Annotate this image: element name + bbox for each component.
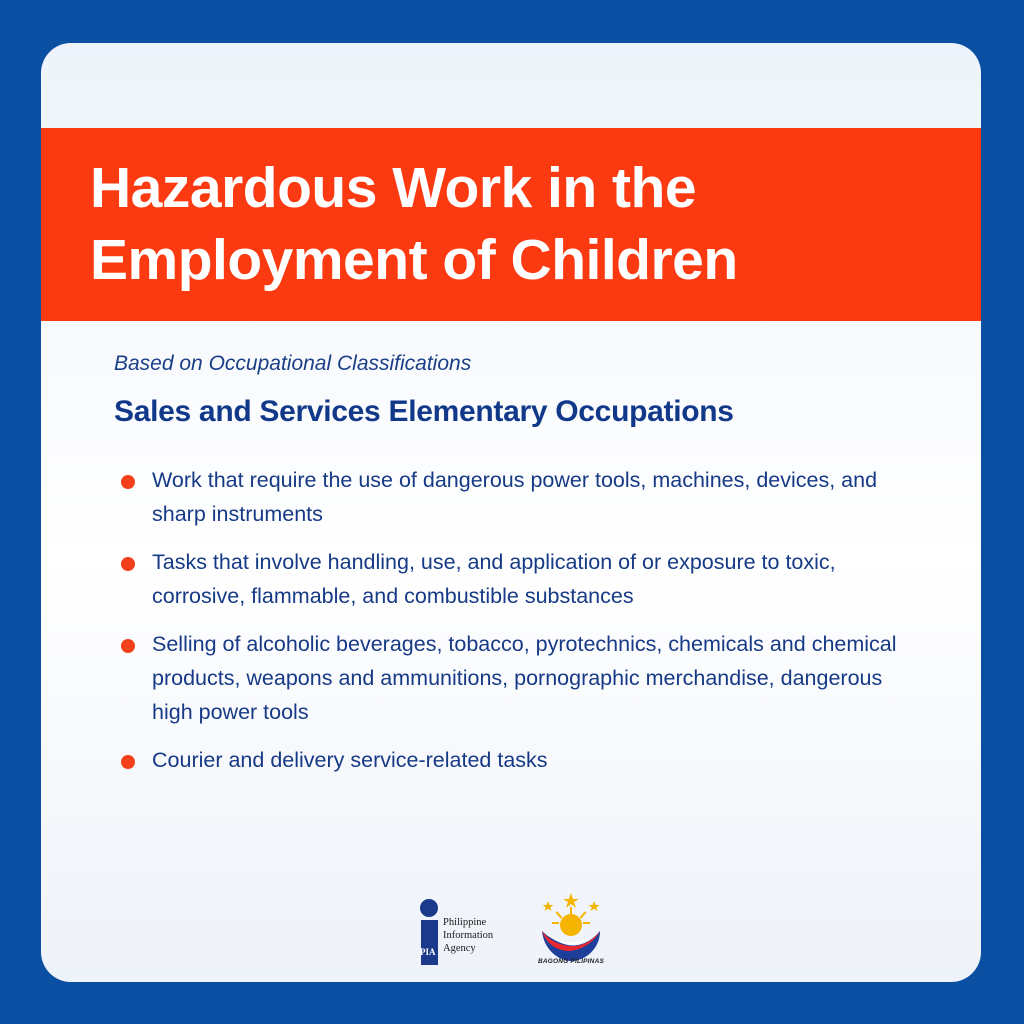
list-item-text: Tasks that involve handling, use, and application of or exposure to toxic, corrosive, flammable, and combustible substances xyxy=(152,550,836,608)
poster-card xyxy=(41,43,981,982)
pia-name-line: Philippine xyxy=(443,917,487,928)
list-item-text: Work that require the use of dangerous power tools, machines, devices, and sharp instruments xyxy=(152,468,878,526)
footer-logos xyxy=(418,891,618,971)
list-item xyxy=(119,627,919,729)
page-title: Hazardous Work in the Employment of Children xyxy=(90,156,738,292)
bullet-icon xyxy=(121,475,135,489)
title-banner xyxy=(41,128,981,321)
bullet-icon xyxy=(121,639,135,653)
list-item xyxy=(119,545,919,613)
list-item-text: Selling of alcoholic beverages, tobacco, pyrotechnics, chemicals and chemical products, weapons and ammunitions, pornographic merchandise, dangerous high power tools xyxy=(152,632,897,724)
subtitle: Based on Occupational Classifications xyxy=(114,352,472,375)
pia-name xyxy=(443,916,533,955)
list-item-text: Courier and delivery service-related tasks xyxy=(152,748,548,772)
pia-name-line: Information xyxy=(443,930,494,941)
list-item xyxy=(119,463,919,531)
list-item xyxy=(119,743,919,777)
hazard-list xyxy=(119,463,919,791)
section-heading: Sales and Services Elementary Occupations xyxy=(114,395,734,428)
pia-name-line: Agency xyxy=(443,943,476,954)
bullet-icon xyxy=(121,557,135,571)
bagong-pilipinas-caption: BAGONG PILIPINAS xyxy=(537,958,605,965)
pia-abbr: PIA xyxy=(420,947,436,957)
pia-logo xyxy=(418,899,510,965)
bullet-icon xyxy=(121,755,135,769)
pia-i-icon xyxy=(418,899,440,965)
